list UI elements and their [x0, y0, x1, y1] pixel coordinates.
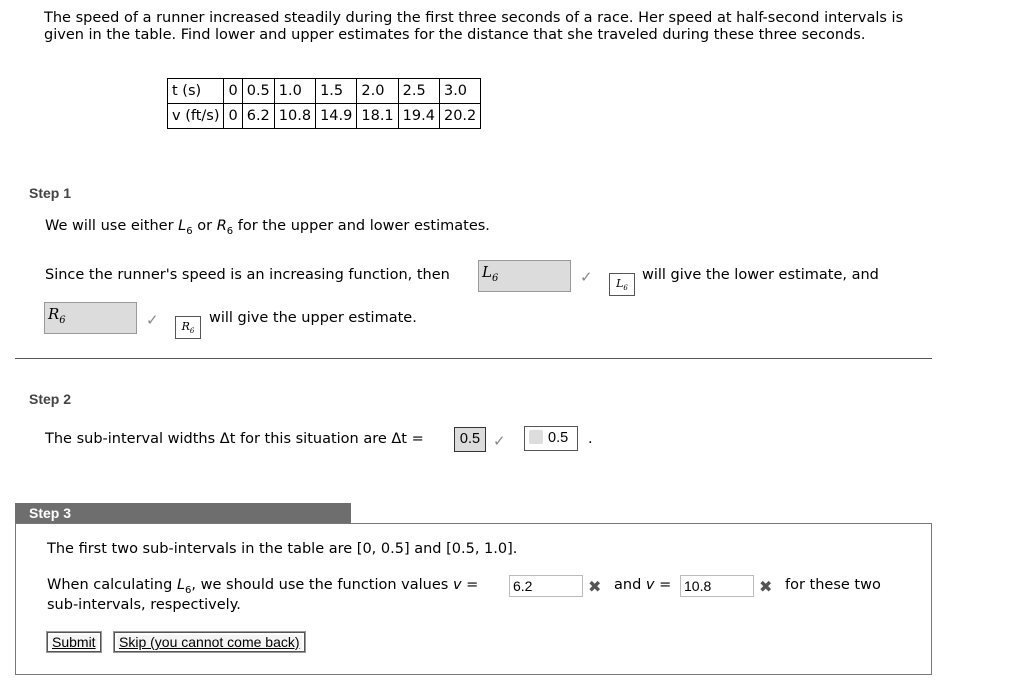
step3-line2-c: for these two — [785, 577, 881, 593]
t-cell: 3.0 — [439, 79, 480, 104]
check-icon: ✓ — [580, 268, 593, 286]
step2-answer-box[interactable]: 0.5 — [454, 427, 486, 452]
step3-line2: When calculating $L_6$, we should use the function values v = — [47, 577, 479, 596]
and-label: and v = — [614, 577, 672, 593]
v-input-2[interactable]: 10.8 — [680, 575, 754, 597]
v-cell: 10.8 — [274, 104, 315, 129]
step1-line3: will give the upper estimate. — [209, 310, 417, 326]
skip-button[interactable]: Skip (you cannot come back) — [114, 632, 305, 652]
key-answer-box: 0.5 — [524, 426, 578, 451]
submit-button[interactable]: Submit — [47, 632, 101, 652]
step2-period: . — [588, 431, 593, 447]
t-cell: 0.5 — [242, 79, 274, 104]
t-cell: 1.0 — [274, 79, 315, 104]
v-cell: 19.4 — [398, 104, 439, 129]
answer-box-upper[interactable]: $R_6$ — [44, 302, 137, 334]
table-row-t — [168, 79, 481, 104]
v-cell: 0 — [224, 104, 242, 129]
v-cell: 18.1 — [357, 104, 398, 129]
v-cell: 20.2 — [439, 104, 480, 129]
step1-line1: We will use either $L_6$ or $R_6$ for the upper and lower estimates. — [45, 218, 490, 237]
step3-heading: Step 3 — [29, 505, 72, 521]
key-answer-upper: $R_6$ — [175, 316, 201, 339]
check-icon: ✓ — [146, 311, 159, 329]
incorrect-icon: ✖ — [588, 577, 602, 596]
row-label-t: t (s) — [168, 79, 224, 104]
data-table — [167, 78, 481, 129]
answer-box-lower[interactable]: $L_6$ — [478, 260, 571, 292]
table-row-v — [168, 104, 481, 129]
key-answer-lower: $L_6$ — [609, 273, 635, 296]
divider — [15, 358, 932, 359]
t-cell: 1.5 — [316, 79, 357, 104]
t-cell: 0 — [224, 79, 242, 104]
key-icon — [529, 430, 543, 444]
v-cell: 6.2 — [242, 104, 274, 129]
incorrect-icon: ✖ — [759, 577, 773, 596]
step2-text: The sub-interval widths Δt for this situation are Δt = — [45, 431, 424, 447]
step3-line1: The first two sub-intervals in the table are [0, 0.5] and [0.5, 1.0]. — [47, 541, 518, 557]
step3-line3: sub-intervals, respectively. — [47, 597, 241, 613]
v-input-1[interactable]: 6.2 — [509, 575, 583, 597]
step1-heading: Step 1 — [29, 185, 72, 201]
v-cell: 14.9 — [316, 104, 357, 129]
step3-tab — [15, 503, 351, 524]
step1-line2-b: will give the lower estimate, and — [642, 267, 879, 283]
step2-heading: Step 2 — [29, 391, 72, 407]
row-label-v: v (ft/s) — [168, 104, 224, 129]
problem-statement: The speed of a runner increased steadily during the first three seconds of a race. Her speed at half-second intervals is given in the table. Find lower and upper estimates for the distance that she traveled during these three seconds. — [44, 10, 904, 43]
t-cell: 2.5 — [398, 79, 439, 104]
step1-line2-a: Since the runner's speed is an increasing function, then — [45, 267, 450, 283]
check-icon: ✓ — [493, 432, 506, 450]
t-cell: 2.0 — [357, 79, 398, 104]
